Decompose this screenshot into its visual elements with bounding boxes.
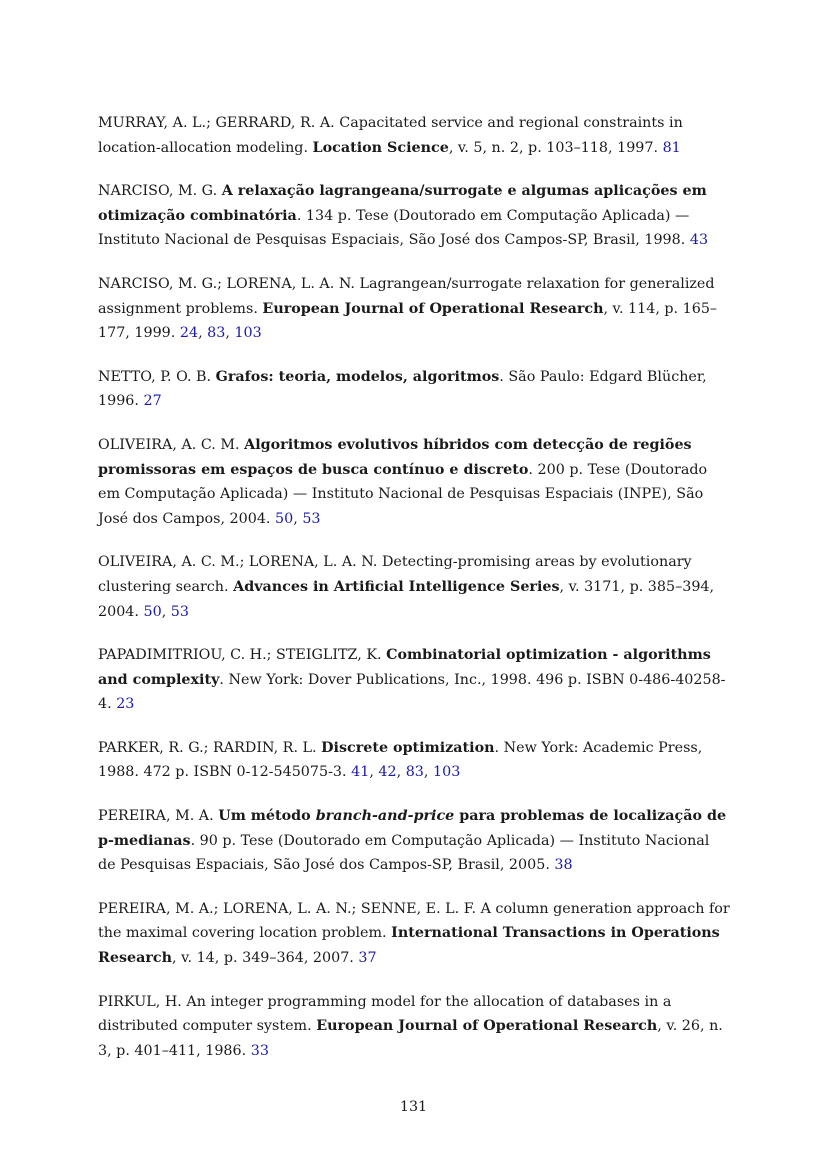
reference-entry xyxy=(98,643,730,717)
reference-entry xyxy=(98,804,730,878)
page-number: 131 xyxy=(399,1099,428,1115)
reference-authors: OLIVEIRA, A. C. M. xyxy=(98,436,240,453)
reference-entry xyxy=(98,365,730,414)
reference-title: Grafos: teoria, modelos, algoritmos xyxy=(215,368,500,385)
reference-details: , v. 5, n. 2, p. 103–118, 1997. xyxy=(448,139,659,156)
reference-text: Detecting-promising areas by evolutionary clustering search. xyxy=(98,554,692,595)
backref-page-link[interactable]: 103 xyxy=(234,325,262,342)
reference-title: Algoritmos evolutivos híbridos com detecção de regiões promissoras em espaços de busca contínuo e discreto xyxy=(98,436,692,478)
reference-details: , v. 3171, p. 385–394, 2004. xyxy=(98,578,715,620)
reference-list xyxy=(98,111,730,1082)
reference-text: An integer programming model for the allocation of databases in a distributed computer system. xyxy=(98,993,672,1035)
backref-page-link[interactable]: 33 xyxy=(250,1042,269,1059)
reference-entry: PARKER, R. G.; RARDIN, R. L. Discrete optimization. New York: Academic Press, 1988. 472 p. ISBN 0-12-545075-3. 41, 42, 83, 103 xyxy=(98,739,703,781)
reference-title: European Journal of Operational Research xyxy=(316,1018,658,1035)
backref-page-link[interactable]: 41 xyxy=(351,764,370,781)
backref-page-link[interactable]: 24 xyxy=(179,325,199,342)
reference-text: A column generation approach for the maximal covering location problem. xyxy=(98,900,730,942)
backref-page-link[interactable]: 37 xyxy=(358,950,377,967)
reference-entry: OLIVEIRA, A. C. M. Algoritmos evolutivos híbridos com detecção de regiões promissoras em espaços de busca contínuo e discreto. 200 p. Tese (Doutorado em Computação Aplicada) — Instituto Nacional de Pesquisas Espaciais (INPE), São José dos Campos, 2004. 50, 53 xyxy=(98,436,708,527)
reference-details: . New York: Academic Press, 1988. 472 p. ISBN 0-12-545075-3. xyxy=(98,739,703,781)
backref-page-link[interactable]: 50 xyxy=(143,603,162,620)
backref-page-link[interactable]: 53 xyxy=(302,510,321,527)
backref-page-link[interactable]: 27 xyxy=(143,393,162,410)
reference-authors: PEREIRA, M. A. xyxy=(98,808,214,825)
reference-details: . 134 p. Tese (Doutorado em Computação Aplicada) — Instituto Nacional de Pesquisas Espaciais, São José dos Campos-SP, Brasil, 1998. xyxy=(98,207,690,249)
reference-entry xyxy=(98,990,730,1064)
reference-authors: OLIVEIRA, A. C. M.; LORENA, L. A. N. xyxy=(98,554,378,571)
backref-page-link[interactable]: 103 xyxy=(433,764,461,781)
backref-page-link[interactable]: 43 xyxy=(689,232,709,249)
backref-page-link[interactable]: 50 xyxy=(275,510,294,527)
backref-page-link[interactable]: 38 xyxy=(554,857,573,874)
reference-entry: NARCISO, M. G.; LORENA, L. A. N. Lagrangean/surrogate relaxation for generalized assignment problems. European Journal of Operational Research, v. 114, p. 165–177, 1999. 24, 83, 103 xyxy=(98,275,718,342)
reference-authors: NARCISO, M. G. xyxy=(98,183,218,200)
reference-details: . 200 p. Tese (Doutorado em Computação Aplicada) — Instituto Nacional de Pesquisas Espaciais (INPE), São José dos Campos, 2004. xyxy=(98,461,708,527)
reference-text: Capacitated service and regional constraints in location-allocation modeling. xyxy=(98,115,683,156)
reference-title: International Transactions in Operations Research xyxy=(98,925,720,967)
reference-title: Location Science xyxy=(312,139,449,156)
reference-authors: NETTO, P. O. B. xyxy=(98,368,212,385)
reference-details: . New York: Dover Publications, Inc., 1998. 496 p. ISBN 0-486-40258-4. xyxy=(98,671,726,713)
reference-details: , v. 14, p. 349–364, 2007. xyxy=(172,950,354,967)
reference-entry xyxy=(98,897,730,971)
reference-authors: PARKER, R. G.; RARDIN, R. L. xyxy=(98,739,317,756)
reference-authors: MURRAY, A. L.; GERRARD, R. A. xyxy=(98,115,335,131)
reference-title: Discrete optimization xyxy=(321,739,495,756)
reference-title: Combinatorial optimization - algorithms and complexity xyxy=(98,647,711,688)
reference-entry xyxy=(98,179,730,253)
backref-page-link[interactable]: 42 xyxy=(378,764,397,781)
backref-page-link[interactable]: 53 xyxy=(170,603,189,620)
backref-page-link[interactable]: 81 xyxy=(662,139,681,156)
reference-details: , v. 26, n. 3, p. 401–411, 1986. xyxy=(98,1018,723,1059)
reference-entry xyxy=(98,111,730,160)
reference-details: , v. 114, p. 165–177, 1999. xyxy=(98,300,718,342)
reference-entry: OLIVEIRA, A. C. M.; LORENA, L. A. N. Detecting-promising areas by evolutionary clustering search. Advances in Artificial Intelligence Series, v. 3171, p. 385–394, 2004. 50, 53 xyxy=(98,554,715,620)
reference-title: Advances in Artificial Intelligence Series xyxy=(233,578,560,595)
reference-title: European Journal of Operational Research xyxy=(262,300,604,317)
reference-details: . 90 p. Tese (Doutorado em Computação Aplicada) — Instituto Nacional de Pesquisas Espaciais, São José dos Campos-SP, Brasil, 2005. xyxy=(98,832,710,874)
backref-page-link[interactable]: 83 xyxy=(405,764,424,781)
reference-details: . São Paulo: Edgard Blücher, 1996. xyxy=(98,368,707,410)
reference-title: A relaxação lagrangeana/surrogate e algumas aplicações em otimização combinatória xyxy=(98,183,707,224)
reference-title: Um método branch-and-price para problemas de localização de p-medianas xyxy=(98,808,727,849)
backref-page-link[interactable]: 83 xyxy=(207,325,226,342)
reference-authors: PIRKUL, H. xyxy=(98,993,182,1010)
reference-text: Lagrangean/surrogate relaxation for generalized assignment problems. xyxy=(98,275,715,317)
backref-page-link[interactable]: 23 xyxy=(116,696,135,713)
reference-authors: PEREIRA, M. A.; LORENA, L. A. N.; SENNE, E. L. F. xyxy=(98,900,477,917)
reference-title-italic: branch-and-price xyxy=(315,808,455,825)
reference-authors: NARCISO, M. G.; LORENA, L. A. N. xyxy=(98,275,355,292)
reference-authors: PAPADIMITRIOU, C. H.; STEIGLITZ, K. xyxy=(98,647,382,664)
